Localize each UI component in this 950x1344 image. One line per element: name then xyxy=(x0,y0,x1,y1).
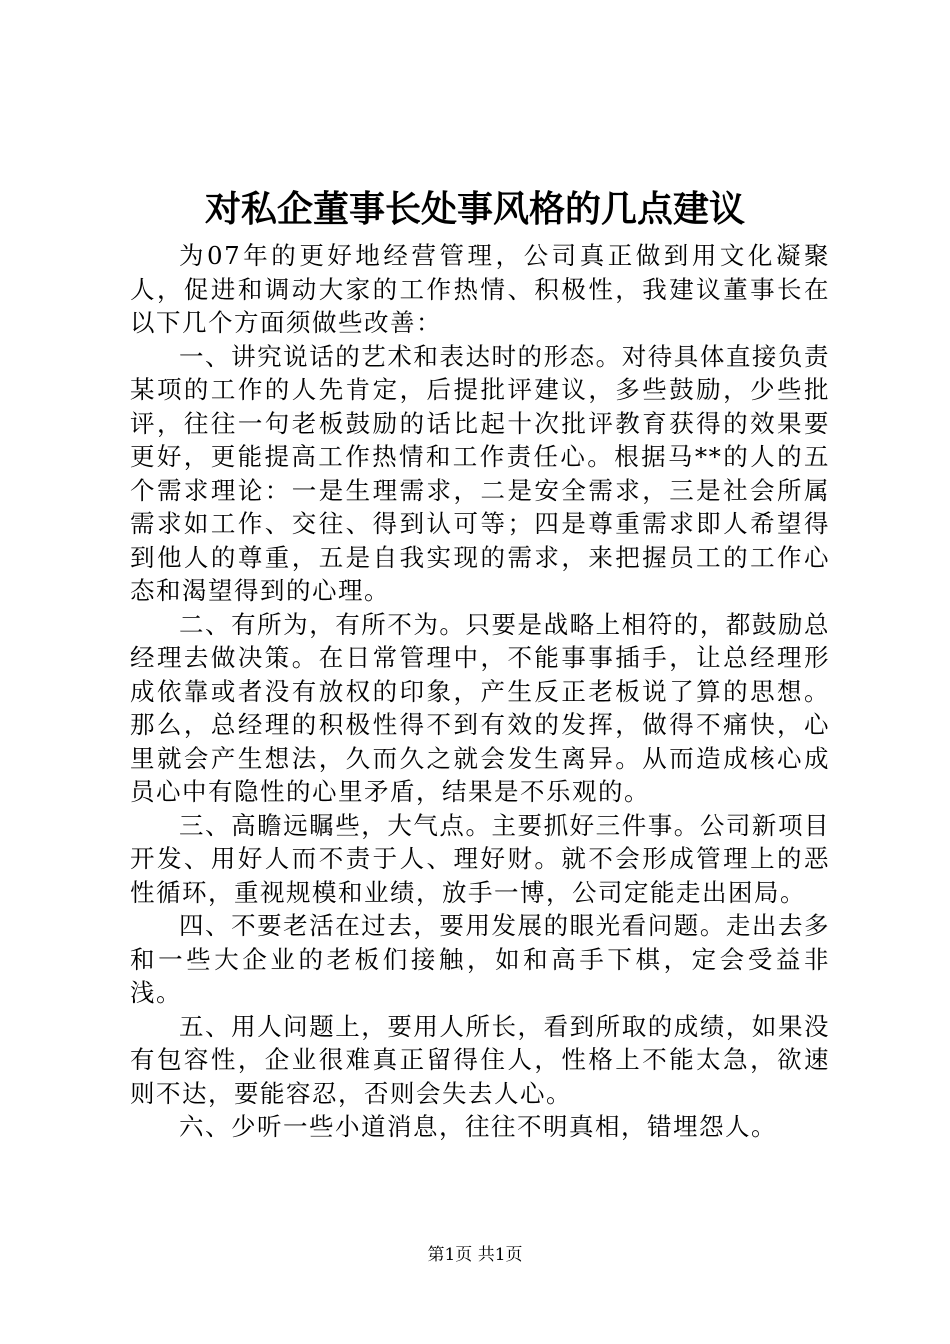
paragraph-point-5: 五、用人问题上，要用人所长，看到所取的成绩，如果没有包容性，企业很难真正留得住人，性格上不能太急，欲速则不达，要能容忍，否则会失去人心。 xyxy=(130,1011,830,1108)
document-body xyxy=(130,239,830,1144)
paragraph-intro: 为07年的更好地经营管理，公司真正做到用文化凝聚人，促进和调动大家的工作热情、积极性，我建议董事长在以下几个方面须做些改善： xyxy=(130,241,830,337)
paragraph-point-1: 一、讲究说话的艺术和表达时的形态。对待具体直接负责某项的工作的人先肯定，后提批评建议，多些鼓励，少些批评，往往一句老板鼓励的话比起十次批评教育获得的效果要更好，更能提高工作热情和工作责任心。根据马**的人的五个需求理论：一是生理需求，二是安全需求，三是社会所属需求如工作、交往、得到认可等；四是尊重需求即人希望得到他人的尊重，五是自我实现的需求，来把握员工的工作心态和渴望得到的心理。 xyxy=(130,341,830,605)
paragraph-point-4: 四、不要老活在过去，要用发展的眼光看问题。走出去多和一些大企业的老板们接触，如和高手下棋，定会受益非浅。 xyxy=(130,911,830,1007)
paragraph-point-6: 六、少听一些小道消息，往往不明真相，错埋怨人。 xyxy=(179,1112,777,1141)
paragraph-point-2: 二、有所为，有所不为。只要是战略上相符的，都鼓励总经理去做决策。在日常管理中，不能事事插手，让总经理形成依靠或者没有放权的印象，产生反正老板说了算的思想。那么，总经理的积极性得不到有效的发挥，做得不痛快，心里就会产生想法，久而久之就会发生离异。从而造成核心成员心中有隐性的心里矛盾，结果是不乐观的。 xyxy=(130,609,830,806)
document-title: 对私企董事长处事风格的几点建议 xyxy=(204,188,745,230)
page-number-footer: 第1页 共1页 xyxy=(427,1245,523,1265)
paragraph-point-3: 三、高瞻远瞩些，大气点。主要抓好三件事。公司新项目开发、用好人而不责于人、理好财。就不会形成管理上的恶性循环，重视规模和业绩，放手一博，公司定能走出困局。 xyxy=(130,810,830,907)
